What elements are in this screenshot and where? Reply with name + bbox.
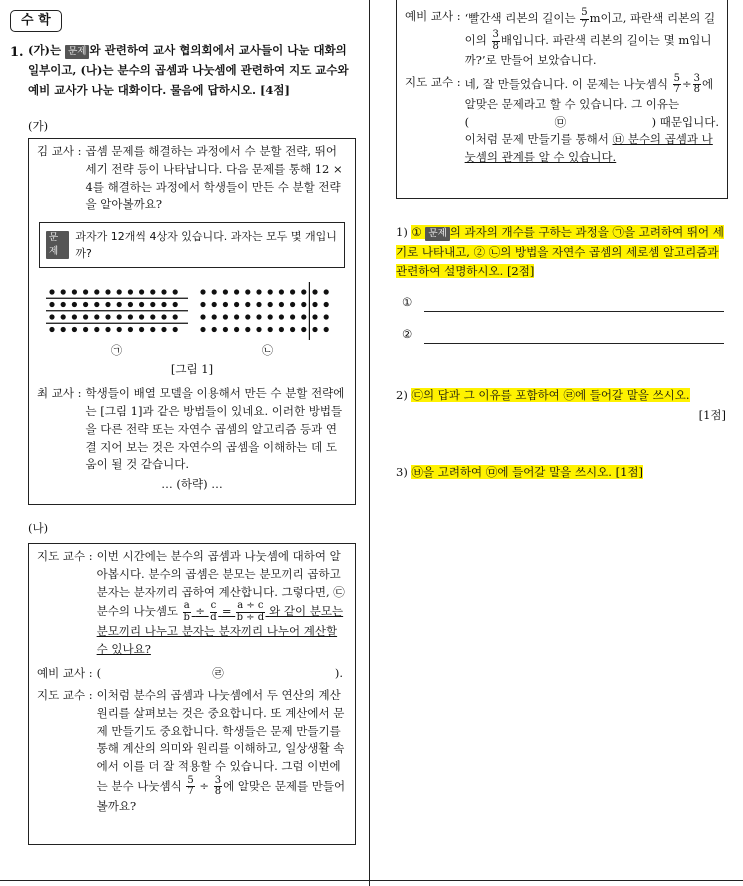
prof1-dialogue	[37, 548, 347, 659]
array-dot	[312, 290, 317, 295]
question-stem	[28, 40, 358, 100]
prof1-text2: 와 같이 분모는 분모끼리 나누고 분자는 분자끼리 나누어 계산할 수 있나요?	[96, 604, 344, 657]
figure-labels	[29, 342, 355, 359]
array-dot	[116, 290, 121, 295]
array-dot	[200, 327, 205, 332]
student-speaker: 예비 교사 :	[37, 666, 93, 681]
array-dot	[71, 290, 76, 295]
column-divider	[369, 0, 370, 886]
array-dot	[323, 315, 328, 320]
array-dot	[94, 315, 99, 320]
array-figure-b	[197, 282, 339, 340]
array-dot	[278, 302, 283, 307]
answer-label-1: ①	[402, 295, 413, 309]
prof1-body	[93, 548, 347, 659]
array-dot	[200, 315, 205, 320]
rb-prof-open: (	[464, 114, 470, 129]
array-dot	[267, 315, 272, 320]
array-dot	[222, 327, 227, 332]
array-dot	[290, 302, 295, 307]
array-dot	[312, 315, 317, 320]
array-dot	[256, 327, 261, 332]
rb-frac-38: $\frac{3}{8}$	[492, 29, 499, 52]
q2-points: [1점]	[698, 407, 726, 422]
array-dot	[60, 327, 65, 332]
array-dot	[127, 302, 132, 307]
array-dot	[323, 302, 328, 307]
array-dot	[278, 290, 283, 295]
array-dot	[172, 290, 177, 295]
array-dot	[245, 315, 250, 320]
array-dot	[267, 290, 272, 295]
array-dot	[278, 327, 283, 332]
problem-tag: 문제	[65, 45, 89, 59]
array-dot	[49, 302, 54, 307]
answer-line-1[interactable]	[424, 311, 724, 312]
array-dot	[211, 327, 216, 332]
answer-line-2[interactable]	[424, 343, 724, 344]
array-dot	[256, 290, 261, 295]
array-dot	[267, 327, 272, 332]
array-dot	[290, 327, 295, 332]
array-dot	[94, 302, 99, 307]
array-dot	[267, 302, 272, 307]
array-dot	[127, 290, 132, 295]
array-dot	[150, 315, 155, 320]
array-dot	[161, 302, 166, 307]
array-dot	[60, 290, 65, 295]
array-dot	[323, 290, 328, 295]
array-dot	[290, 315, 295, 320]
choi-dialogue	[37, 385, 347, 474]
array-dot	[222, 302, 227, 307]
array-dot	[150, 290, 155, 295]
array-dot	[83, 327, 88, 332]
array-dot	[94, 327, 99, 332]
array-dot	[161, 315, 166, 320]
array-dot	[116, 302, 121, 307]
array-figure-a	[46, 282, 188, 340]
array-dot	[83, 302, 88, 307]
array-dot	[234, 315, 239, 320]
q1-number: 1)	[396, 225, 408, 239]
student-close: ).	[334, 666, 343, 681]
rb-prof-blank	[465, 114, 719, 132]
array-dot	[222, 290, 227, 295]
array-dot	[127, 327, 132, 332]
array-dot	[49, 290, 54, 295]
kim-dialogue	[37, 143, 347, 214]
problem-text: 과자가 12개씩 4상자 있습니다. 과자는 모두 몇 개입니까?	[75, 230, 337, 261]
q3-number: 3)	[396, 465, 408, 479]
left-column	[0, 0, 368, 886]
formula-div: ÷	[195, 604, 205, 619]
rb-prof-close: ) 때문입니다.	[651, 114, 719, 129]
rb-student-dialogue	[405, 8, 719, 70]
part-na-box	[28, 543, 356, 845]
prof2-speaker: 지도 교수 :	[37, 687, 93, 702]
array-dot	[127, 315, 132, 320]
formula-ab: $\frac{a}{b}$	[183, 600, 190, 623]
array-dot	[150, 302, 155, 307]
rb-prof-frac2: $\frac{3}{8}$	[693, 72, 701, 96]
prof2-body	[93, 687, 347, 816]
array-dot	[105, 302, 110, 307]
question-intro-b: 와 관련하여 교사 협의회에서 교사들이 나눈 대화의 일부이고, (나)는 분수의 곱셈과 나눗셈에 관련하여 지도 교수와 예비 교사가 나눈 대화이다. 물음에 답하시오. [4점]	[28, 43, 349, 98]
array-dot	[105, 315, 110, 320]
array-dot	[301, 302, 306, 307]
rb-frac-57: $\frac{5}{7}$	[581, 7, 588, 30]
prof2-dialogue	[37, 687, 347, 816]
array-dot	[172, 302, 177, 307]
array-dot	[139, 327, 144, 332]
student-blank	[93, 665, 347, 683]
array-dot	[60, 302, 65, 307]
rb-prof-text-c: 이처럼 문제 만들기를 통해서	[464, 132, 609, 147]
sub-question-1	[396, 223, 726, 282]
right-column	[372, 0, 743, 886]
figure-label-a: ㉠	[111, 344, 122, 358]
array-dot	[105, 327, 110, 332]
array-dot	[71, 302, 76, 307]
part-ga-label: (가)	[28, 119, 49, 133]
rb-prof-body: 네, 잘 만들었습니다. 이 문제는 나눗셈식 $\frac{5}{7}$ ÷ $\frac{3}{8}$ 에 알맞은 문제라고 할 수 있습니다. 그 이유는 ( ㉤ ) 때문입니다. 이처럼 문제 만들기를 통해서 ㉥ 분수의 곱셈과 나눗셈의 관계를 알 수 있습니다.	[464, 72, 719, 165]
array-dot	[211, 315, 216, 320]
kim-text: 곱셈 문제를 해결하는 과정에서 수 분할 전략, 뛰어 세기 전략 등이 나타납니다. 다음 문제를 통해 12 × 4를 해결하는 과정에서 학생들이 만든 수 분할 전략을 알아볼까요?	[85, 144, 343, 212]
array-dot	[245, 290, 250, 295]
array-dot	[83, 315, 88, 320]
prof2-text: 이처럼 분수의 곱셈과 나눗셈에서 두 연산의 계산 원리를 살펴보는 것은 중요합니다. 또 계산에서 문제 만들기도 중요합니다. 학생들은 문제 만들기를 통해 계산의 의미와 원리를 이해하고, 일상생활 속에서 이를 더 잘 적용할 수 있습니다. 그럼 이번에는 분수 나눗셈식	[96, 687, 345, 793]
formula-result: $\frac{a \div c}{b \div d}$	[236, 600, 265, 623]
rb-prof-frac1: $\frac{5}{7}$	[673, 72, 680, 96]
kim-speaker: 김 교사 :	[37, 144, 82, 158]
array-figures	[29, 282, 355, 340]
part-ga-box	[28, 138, 356, 505]
array-dot	[222, 315, 227, 320]
array-dot	[312, 327, 317, 332]
array-dot	[234, 290, 239, 295]
q2-text: ㉢의 답과 그 이유를 포함하여 ㉣에 들어갈 말을 쓰시오.	[411, 388, 690, 402]
rb-prof-text-b: 에 알맞은 문제라고 할 수 있습니다. 그 이유는	[464, 76, 714, 111]
q1-text: 의 과자의 개수를 구하는 과정을 ㉠을 고려하여 뛰어 세기로 나타내고, ② ㉡의 방법을 자연수 곱셈의 세로셈 알고리즘과 관련하여 설명하시오. [2점]	[396, 225, 724, 279]
array-dot	[256, 302, 261, 307]
formula-eq: =	[221, 604, 232, 619]
prof1-speaker: 지도 교수 :	[37, 549, 93, 563]
array-dot	[71, 327, 76, 332]
student-open: (	[96, 666, 102, 681]
array-dot	[116, 327, 121, 332]
array-dot	[200, 302, 205, 307]
array-dot	[49, 315, 54, 320]
array-dot	[172, 327, 177, 332]
rb-student-body	[461, 8, 719, 70]
q3-text: ㉥을 고려하여 ㉤에 들어갈 말을 쓰시오. [1점]	[411, 465, 643, 479]
array-dot	[139, 315, 144, 320]
prof2-frac1: $\frac{5}{7}$	[187, 774, 194, 798]
array-dot	[301, 290, 306, 295]
figure-label-b: ㉡	[262, 344, 273, 358]
array-dot	[256, 315, 261, 320]
prof2-div: ÷	[199, 778, 210, 793]
answer-label-2: ②	[402, 327, 413, 341]
part-na-label: (나)	[28, 521, 49, 535]
array-dot	[278, 315, 283, 320]
array-dot	[150, 327, 155, 332]
array-dot	[139, 290, 144, 295]
array-dot	[245, 302, 250, 307]
student-mark: ㉣	[212, 666, 224, 681]
array-dot	[200, 290, 205, 295]
rb-prof-speaker: 지도 교수 :	[405, 74, 461, 89]
choi-speaker: 최 교사 :	[37, 386, 82, 401]
array-dot	[211, 302, 216, 307]
choi-text: 학생들이 배열 모델을 이용해서 만든 수 분할 전략에는 [그림 1]과 같은 방법들이 있네요. 이러한 방법들을 다른 전략 또는 자연수 곱셈의 알고리즘 등과 연결 지어 보는 것은 자연수의 곱셈을 이해하는 데 도움이 될 것 같습니다.	[85, 386, 345, 472]
problem-tag-inner: 문제	[46, 231, 69, 259]
subject-badge: 수 학	[10, 10, 62, 32]
rb-student-speaker: 예비 교사 :	[405, 9, 461, 23]
q1-highlight	[396, 225, 724, 278]
prof1-text: 이번 시간에는 분수의 곱셈과 나눗셈에 대하여 알아봅시다. 분수의 곱셈은 분모는 분모끼리 곱하고 분자는 분자끼리 곱하여 계산합니다. 그렇다면, ㉢ 분수의 나눗셈도	[96, 549, 345, 619]
array-dot	[211, 290, 216, 295]
q1-problem-tag: 문제	[425, 227, 449, 241]
formula-cd: $\frac{c}{d}$	[210, 600, 217, 623]
array-dot	[290, 290, 295, 295]
problem-box	[39, 222, 345, 268]
array-dot	[161, 290, 166, 295]
array-dot	[301, 315, 306, 320]
array-dot	[234, 302, 239, 307]
array-dot	[323, 327, 328, 332]
array-dot	[234, 327, 239, 332]
sub-question-2	[396, 386, 726, 425]
rb-student-text-b: m이고, 파란색 리본의 길이의	[464, 11, 716, 47]
prof2-text2: 에 알맞은 문제를 만들어 볼까요?	[96, 778, 346, 813]
array-dot	[301, 327, 306, 332]
question-number: 1.	[10, 45, 24, 60]
continuation-box	[396, 0, 728, 199]
array-dot	[49, 327, 54, 332]
q2-number: 2)	[396, 388, 408, 402]
rb-prof-text-a: 네, 잘 만들었습니다. 이 문제는 나눗셈식	[464, 76, 668, 91]
rb-student-text-c: 배입니다. 파란색 리본의 길이는 몇 m입니까?’로 만들어 보았습니다.	[464, 33, 712, 67]
prof2-frac2: $\frac{3}{8}$	[214, 774, 222, 798]
rb-prof-text-d: ㉥ 분수의 곱셈과 나눗셈의 관계를 알 수 있습니다.	[464, 132, 713, 165]
array-dot	[245, 327, 250, 332]
array-dot	[116, 315, 121, 320]
array-dot	[60, 315, 65, 320]
array-dot	[161, 327, 166, 332]
array-dot	[172, 315, 177, 320]
rb-prof-dialogue	[405, 74, 719, 167]
student-dialogue	[37, 665, 347, 683]
array-dot	[83, 290, 88, 295]
array-dot	[139, 302, 144, 307]
question-intro-a: (가)는	[28, 43, 62, 57]
array-dot	[94, 290, 99, 295]
rb-student-text-a: ‘빨간색 리본의 길이는	[464, 11, 576, 25]
array-dot	[71, 315, 76, 320]
sub-question-3	[396, 463, 726, 483]
array-dot	[312, 302, 317, 307]
q1-circle-1: ①	[411, 225, 422, 239]
omitted-mark: … (하략) …	[161, 477, 223, 492]
array-dot	[105, 290, 110, 295]
rb-prof-mark: ㉤	[554, 114, 567, 129]
figure-caption: [그림 1]	[170, 362, 214, 377]
